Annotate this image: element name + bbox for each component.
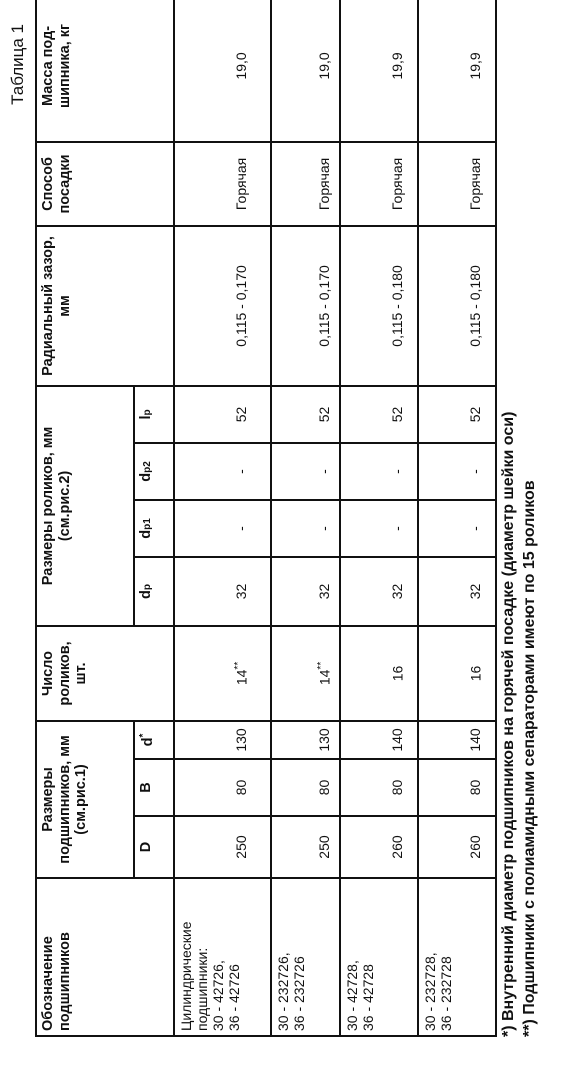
cell-d: 140 (418, 721, 496, 759)
cell-D: 250 (174, 816, 271, 878)
row-designation: 30 - 232728, 36 - 232728 (418, 878, 496, 1036)
header-lp: lp (134, 386, 174, 443)
cell-dp1: - (271, 500, 340, 557)
cell-dp2: - (271, 443, 340, 500)
cell-mass: 19,0 (174, 0, 271, 142)
cell-lp: 52 (340, 386, 418, 443)
cell-B: 80 (340, 759, 418, 816)
header-B: B (134, 759, 174, 816)
cell-dp: 32 (418, 557, 496, 626)
cell-dp1: - (418, 500, 496, 557)
cell-dp: 32 (340, 557, 418, 626)
cell-B: 80 (174, 759, 271, 816)
cell-rollers: 16 (340, 626, 418, 721)
cell-d: 130 (271, 721, 340, 759)
header-dp1: dp1 (134, 500, 174, 557)
footnote-inner-diameter: *) Внутренний диаметр подшипников на горячей посадке (диаметр шейки оси) (500, 411, 517, 1037)
header-D: D (134, 816, 174, 878)
cell-B: 80 (271, 759, 340, 816)
header-fit-method: Способ посадки (36, 142, 174, 226)
cell-D: 260 (418, 816, 496, 878)
cell-D: 260 (340, 816, 418, 878)
table-row (174, 0, 271, 1036)
header-radial-clearance: Радиальный зазор, мм (36, 226, 174, 386)
cell-mass: 19,0 (271, 0, 340, 142)
header-bearing-dimensions: Размеры подшипников, мм (см.рис.1) (36, 721, 134, 878)
cell-d: 140 (340, 721, 418, 759)
cell-clearance: 0,115 - 0,170 (174, 226, 271, 386)
cell-mass: 19,9 (418, 0, 496, 142)
bearing-table (35, 0, 497, 1037)
cell-dp1: - (174, 500, 271, 557)
table-row (340, 0, 418, 1036)
cell-fit: Горячая (271, 142, 340, 226)
table-row (418, 0, 496, 1036)
row-designation: Цилиндрические подшипники: 30 - 42726, 36 - 42726 (174, 878, 271, 1036)
header-bearing-mass: Масса под-шипника, кг (36, 0, 174, 142)
footnotes (498, 412, 540, 1037)
table-row (271, 0, 340, 1036)
cell-lp: 52 (418, 386, 496, 443)
cell-mass: 19,9 (340, 0, 418, 142)
header-roller-dimensions: Размеры роликов, мм (см.рис.2) (36, 386, 134, 626)
cell-rollers: 14** (271, 626, 340, 721)
cell-d: 130 (174, 721, 271, 759)
footnote-polyamide-cages: **) Подшипники с полиамидными сепараторами имеют по 15 роликов (521, 480, 538, 1037)
cell-rollers: 16 (418, 626, 496, 721)
cell-dp2: - (174, 443, 271, 500)
cell-fit: Горячая (174, 142, 271, 226)
header-dp2: dp2 (134, 443, 174, 500)
cell-clearance: 0,115 - 0,180 (418, 226, 496, 386)
cell-rollers: 14** (174, 626, 271, 721)
header-roller-count: Число роликов, шт. (36, 626, 174, 721)
cell-clearance: 0,115 - 0,170 (271, 226, 340, 386)
cell-fit: Горячая (418, 142, 496, 226)
cell-dp: 32 (271, 557, 340, 626)
cell-dp1: - (340, 500, 418, 557)
cell-lp: 52 (271, 386, 340, 443)
cell-dp2: - (340, 443, 418, 500)
header-d: d* (134, 721, 174, 759)
row-designation: 30 - 42728, 36 - 42728 (340, 878, 418, 1036)
header-dp: dp (134, 557, 174, 626)
cell-lp: 52 (174, 386, 271, 443)
cell-fit: Горячая (340, 142, 418, 226)
cell-dp2: - (418, 443, 496, 500)
cell-dp: 32 (174, 557, 271, 626)
header-designation: Обозначение подшипников (36, 878, 174, 1036)
cell-D: 250 (271, 816, 340, 878)
row-designation: 30 - 232726, 36 - 232726 (271, 878, 340, 1036)
cell-clearance: 0,115 - 0,180 (340, 226, 418, 386)
table-caption: Таблица 1 (8, 24, 27, 105)
cell-B: 80 (418, 759, 496, 816)
